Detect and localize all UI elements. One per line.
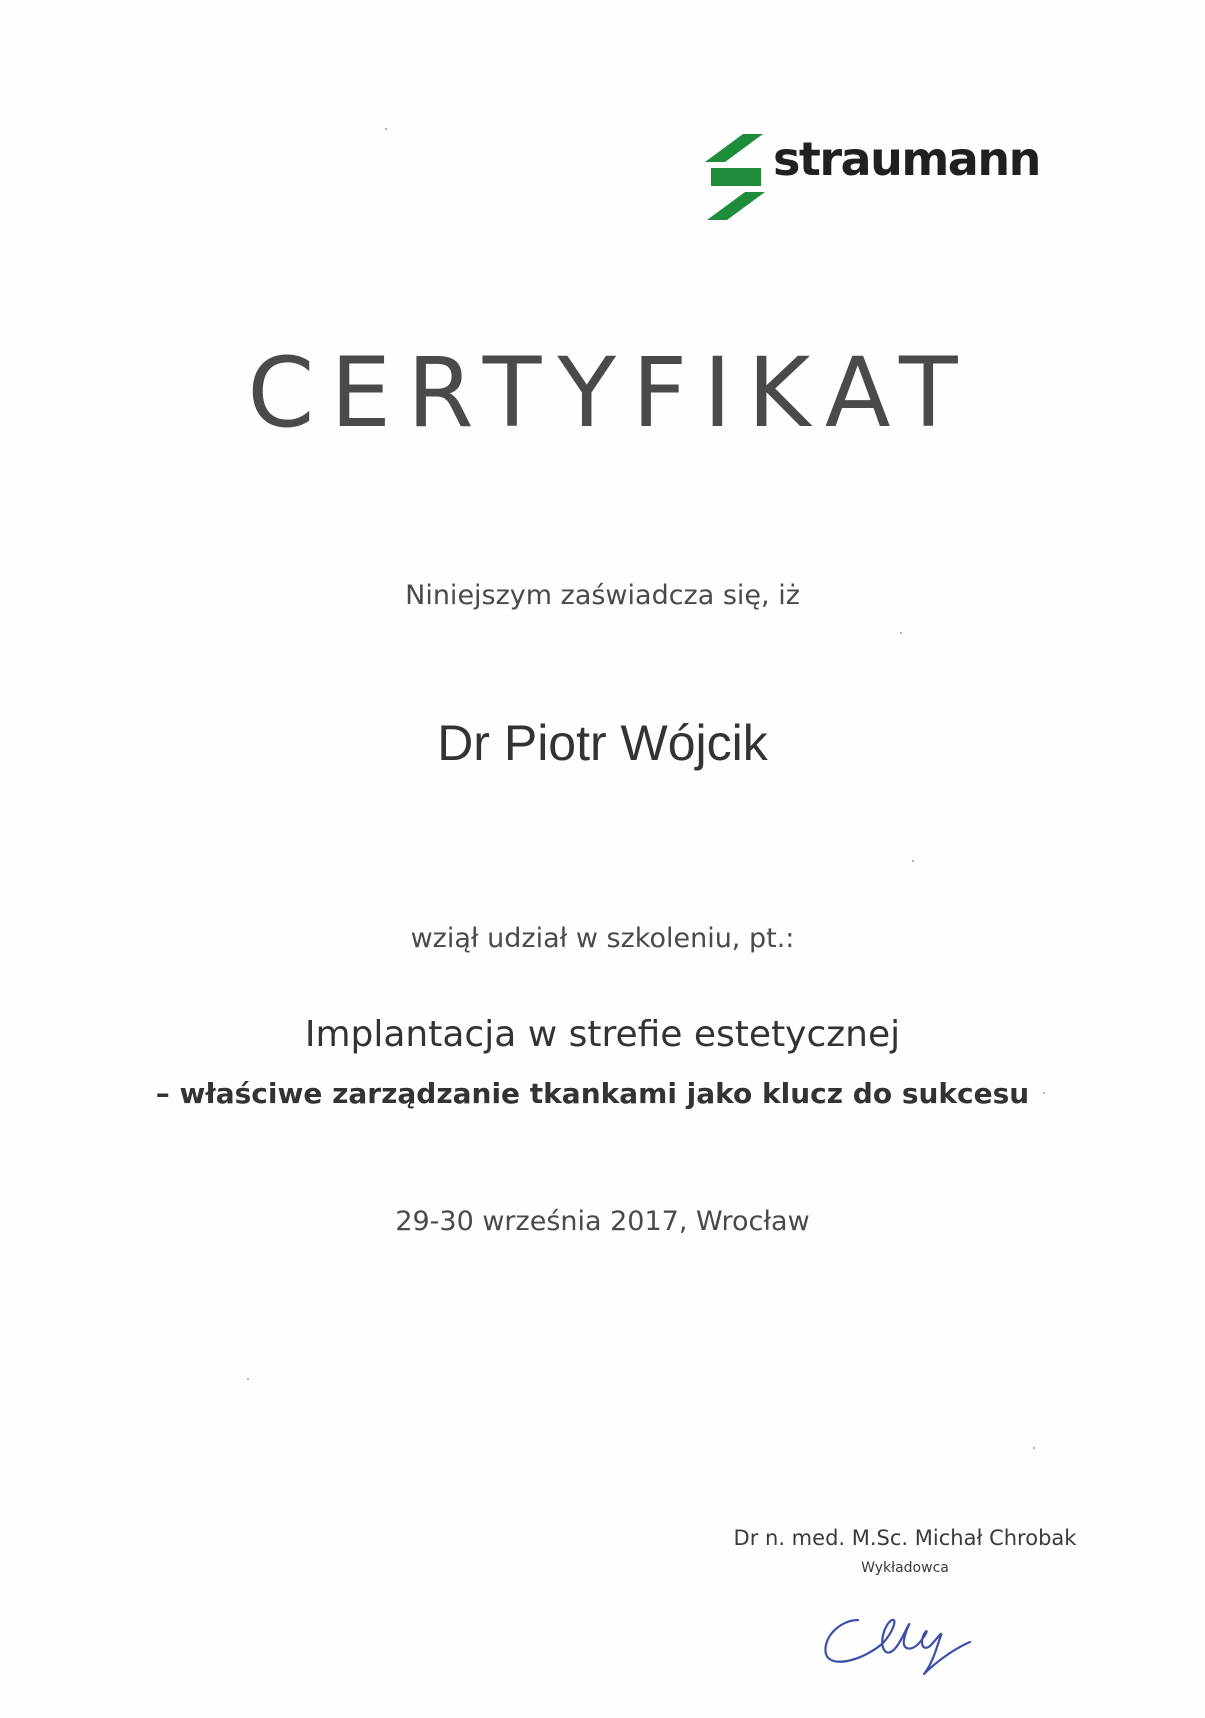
straumann-mark-icon (705, 134, 765, 220)
handwritten-signature (820, 1598, 980, 1678)
course-title-line2: – właściwe zarządzanie tkankami jako klucz do sukcesu (155, 1077, 1030, 1110)
signatory-name: Dr n. med. M.Sc. Michał Chrobak (733, 1526, 1077, 1550)
scan-speck (385, 128, 387, 130)
logo-wordmark: straumann (773, 132, 1040, 186)
date-and-place: 29-30 września 2017, Wrocław (395, 1206, 810, 1237)
attendance-text: wziął udział w szkoleniu, pt.: (410, 923, 795, 954)
scan-speck (1043, 1092, 1045, 1094)
scan-speck (247, 1378, 249, 1380)
certificate-title: CERTYFIKAT (247, 337, 974, 449)
scan-speck (912, 860, 914, 862)
scan-speck (1033, 1447, 1035, 1449)
intro-text: Niniejszym zaświadcza się, iż (405, 580, 800, 611)
signatory-block (690, 1528, 1120, 1575)
scan-speck (900, 632, 902, 634)
signatory-role: Wykładowca (861, 1560, 949, 1576)
recipient-name: Dr Piotr Wójcik (437, 715, 768, 771)
straumann-logo (705, 132, 1105, 222)
course-title-line1: Implantacja w strefie estetycznej (304, 1014, 901, 1055)
